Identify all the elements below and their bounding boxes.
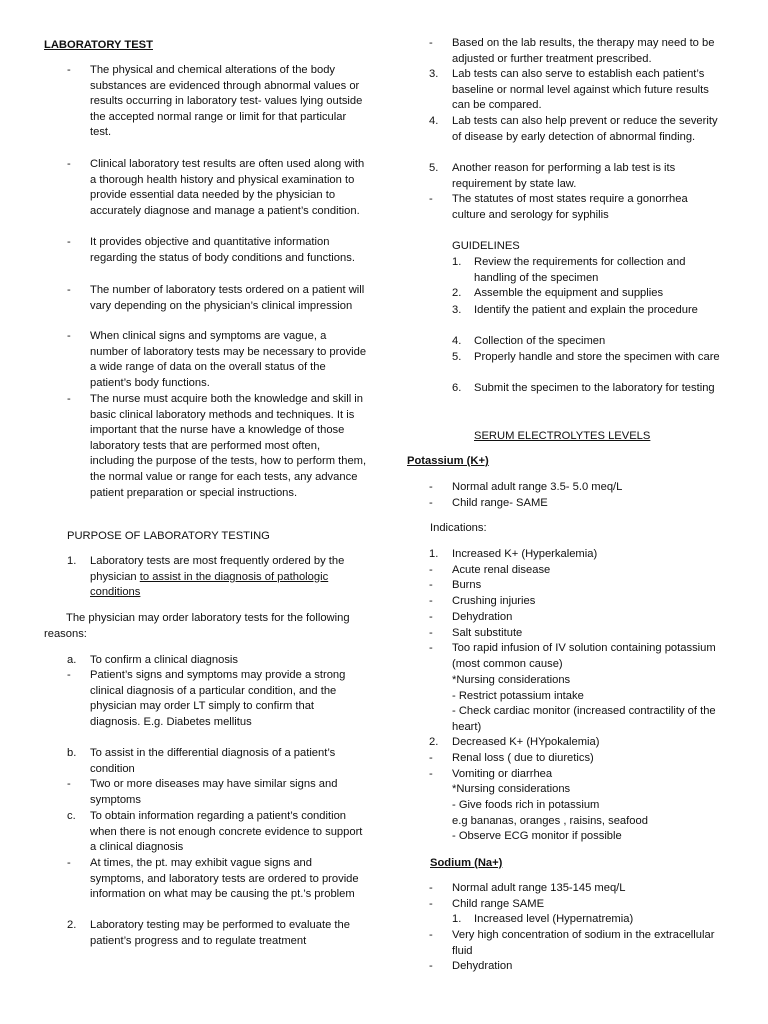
list-item [67,668,367,730]
list-item [429,626,723,642]
list-marker: - [429,481,433,493]
list-marker: 1. [67,555,77,567]
list-marker: - [429,642,433,654]
list-item [67,653,367,669]
list-item-text: To obtain information regarding a patient’s condition when there is not enough concrete evidence to support a clinical diagnosis [90,810,363,854]
list-item [67,329,367,391]
list-item [429,594,723,610]
page-title: LABORATORY TEST [44,39,153,51]
k2-nursing-1: - Give foods rich in potassium [452,799,600,811]
k2-nursing-2: e.g bananas, oranges , raisins, seafood [452,815,648,827]
list-item [452,255,722,286]
list-item [429,735,723,751]
list-item [67,856,367,903]
list-item [452,350,722,366]
list-item-text: Collection of the specimen [474,335,606,347]
list-item-text: Properly handle and store the specimen with care [474,351,720,363]
list-marker: - [67,857,71,869]
list-item-text: Submit the specimen to the laboratory for testing [474,382,715,394]
list-marker: 4. [429,115,439,127]
list-item-text: When clinical signs and symptoms are vague, a number of laboratory tests may be necessary to provide a wide range of data on the overall status of the patient’s body functions. [90,330,367,389]
list-marker: 1. [452,913,462,925]
list-item-text: Lab tests can also help prevent or reduce the severity of disease by early detection of abnormal finding. [452,115,718,143]
list-marker: 2. [429,736,439,748]
list-marker: - [67,393,71,405]
list-marker: 3. [452,304,462,316]
list-item [452,303,722,319]
list-marker: - [429,768,433,780]
list-item [67,283,367,314]
list-marker: b. [67,747,77,759]
list-item-text: Normal adult range 3.5- 5.0 meq/L [452,481,623,493]
list-marker: 1. [429,548,439,560]
guidelines-heading: GUIDELINES [452,240,520,252]
list-item-text: Renal loss ( due to diuretics) [452,752,594,764]
list-item-text: The physical and chemical alterations of the body substances are evidenced through abnormal values or results occurring in laboratory test- values lying outside the accepted normal range or limit for that particular test. [90,64,363,139]
list-item [452,381,722,397]
k-nursing-title: *Nursing considerations [452,674,571,686]
list-item-text: The nurse must acquire both the knowledge and skill in basic clinical laboratory methods and techniques. It is important that the nurse have a knowledge of those laboratory tests that are performed most often, including the purpose of the tests, how to perform them, the normal value or range for each tests, any advance patient preparation or special instructions. [90,393,367,499]
list-item [429,751,723,767]
list-item-text: Salt substitute [452,627,523,639]
list-item-text: Identify the patient and explain the procedure [474,304,698,316]
list-item-text: Clinical laboratory test results are often used along with a thorough health history and physical examination to provide essential data needed by the physician to accurately diagnose and manage a patient’s condition. [90,158,365,217]
list-marker: - [429,579,433,591]
list-item [429,767,723,783]
list-marker: - [67,158,71,170]
list-item-text: Based on the lab results, the therapy may need to be adjusted or further treatment prescribed. [452,37,715,65]
k-nursing-1: - Restrict potassium intake [452,690,584,702]
list-marker: 4. [452,335,462,347]
list-item-text: Dehydration [452,960,513,972]
list-item-text: Patient’s signs and symptoms may provide a strong clinical diagnosis of a particular condition, and the physician may order LT simply to confirm that diagnosis. E.g. Diabetes mellitus [90,669,346,728]
list-item-text: To assist in the differential diagnosis of a patient’s condition [90,747,336,775]
list-marker: - [429,611,433,623]
purpose-item-1 [67,554,367,601]
k-nursing-2: - Check cardiac monitor (increased contractility of the heart) [452,705,716,733]
list-marker: - [67,330,71,342]
list-item-text: It provides objective and quantitative information regarding the status of body conditions and functions. [90,236,355,264]
list-item [429,114,723,145]
list-item-text: Review the requirements for collection and handling of the specimen [474,256,686,284]
list-marker: - [67,669,71,681]
list-item [429,641,723,672]
list-marker: - [67,64,71,76]
potassium-heading: Potassium (K+) [407,455,489,467]
list-item [429,36,723,67]
list-marker: - [429,595,433,607]
list-item [429,496,723,512]
list-marker: - [429,37,433,49]
list-marker: 6. [452,382,462,394]
list-item-text: At times, the pt. may exhibit vague signs and symptoms, and laboratory tests are ordered to provide information on what may be causing the pt.’s problem [90,857,359,901]
list-marker: 5. [429,162,439,174]
list-marker: 2. [67,919,77,931]
list-marker: a. [67,654,77,666]
list-marker: - [429,882,433,894]
list-item-text: Vomiting or diarrhea [452,768,553,780]
list-item-text: Crushing injuries [452,595,536,607]
list-item-text: Laboratory testing may be performed to evaluate the patient’s progress and to regulate treatment [90,919,350,947]
list-marker: - [67,778,71,790]
serum-heading: SERUM ELECTROLYTES LEVELS [474,430,651,442]
list-item-text: Child range- SAME [452,497,548,509]
list-item [429,578,723,594]
purpose-item-1-lead: Laboratory tests are most frequently ordered by the physician [90,555,345,583]
list-marker: c. [67,810,76,822]
list-marker: 5. [452,351,462,363]
list-item-text: The number of laboratory tests ordered on a patient will vary depending on the physician’s clinical impression [90,284,365,312]
list-item-text: Lab tests can also serve to establish each patient’s baseline or normal level against which future results can be compared. [452,68,709,112]
list-marker: - [429,752,433,764]
list-item [429,610,723,626]
list-marker: 2. [452,287,462,299]
list-item [67,746,367,777]
list-item [452,286,722,302]
list-item [429,161,723,192]
list-marker: - [429,564,433,576]
list-marker: - [429,193,433,205]
list-item-text: Very high concentration of sodium in the extracellular fluid [452,929,715,957]
list-marker: - [429,627,433,639]
list-item-text: Too rapid infusion of IV solution containing potassium (most common cause) [452,642,716,670]
list-marker: - [429,898,433,910]
list-item-text: Child range SAME [452,898,545,910]
k2-nursing-title: *Nursing considerations [452,783,571,795]
list-marker: - [67,284,71,296]
purpose-heading: PURPOSE OF LABORATORY TESTING [67,530,270,542]
purpose-item-1-underlined: to assist in the diagnosis of pathologic conditions [90,570,329,599]
list-item [67,63,367,141]
list-item [67,157,367,219]
list-marker: - [429,960,433,972]
list-item-text: Two or more diseases may have similar signs and symptoms [90,778,338,806]
list-item-text: Another reason for performing a lab test is its requirement by state law. [452,162,676,190]
list-item-text: Normal adult range 135-145 meq/L [452,882,626,894]
list-item [429,563,723,579]
list-item [67,235,367,266]
list-item-text: Decreased K+ (HYpokalemia) [452,736,600,748]
list-item-text: To confirm a clinical diagnosis [90,654,238,666]
list-item [67,918,367,949]
list-item [429,928,723,959]
list-item [67,392,367,501]
indications-label: Indications: [430,522,487,534]
list-item-text: Increased K+ (Hyperkalemia) [452,548,598,560]
sodium-sub-text: Increased level (Hypernatremia) [474,913,634,925]
list-marker: 3. [429,68,439,80]
list-item [429,547,723,563]
sodium-heading: Sodium (Na+) [430,857,503,869]
purpose-item-1-text [90,554,367,601]
list-marker: - [67,236,71,248]
list-marker: - [429,497,433,509]
list-marker: - [429,929,433,941]
k2-nursing-3: - Observe ECG monitor if possible [452,830,622,842]
list-item [429,959,723,975]
list-item [429,192,723,223]
list-item [67,809,367,856]
list-item [452,334,722,350]
list-marker: 1. [452,256,462,268]
list-item [429,67,723,114]
list-item [429,897,723,913]
list-item-text: Assemble the equipment and supplies [474,287,664,299]
list-item [67,777,367,808]
list-item-text: Acute renal disease [452,564,551,576]
list-item [429,480,723,496]
sodium-sub-item [452,912,722,928]
list-item [429,881,723,897]
list-item-text: Dehydration [452,611,513,623]
reasons-intro: The physician may order laboratory tests for the following reasons: [44,612,350,640]
list-item-text: Burns [452,579,482,591]
list-item-text: The statutes of most states require a gonorrhea culture and serology for syphilis [452,193,688,221]
